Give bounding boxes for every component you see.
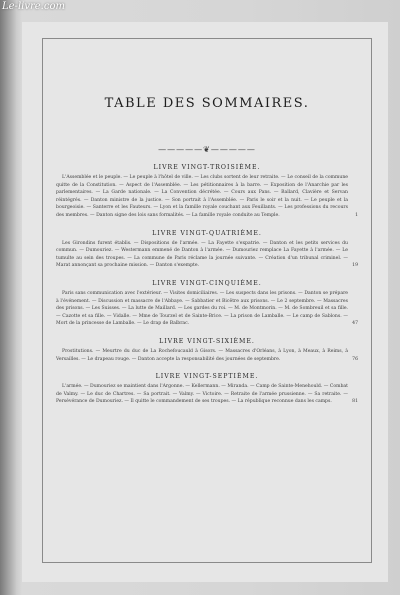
- summary-text: Prostitutions. — Meurtre du duc de La Rochefoucauld à Gisors. — Massacres d'Orléans, à Lyon, à Meaux, à Reims, à Versailles. — Le drapeau rouge. — Danton accepte la responsabilité des journées de septembre.: [56, 348, 348, 362]
- summary-text: L'Assemblée et le peuple. — Le peuple à l'hôtel de ville. — Les clubs sortent de leur retraite. — Le conseil de la commune quitte de la Constitution. — Aspect de l'Assemblée. — Les pétitionnaires à la barre. — Exposition de l'Anarchie par les parlementaires. — La Garde nationale. — La Convention décrétée. — Cours aux Pans. — Ballard, Clavière et Servan réintégrés. — Danton ministre de la justice. — Son portrait à l'Assemblée. — Paris le soir et la nuit. — Le peuple et la bourgeoisie. — Santerre et les Fauteurs. — Lyon et la famille royale couchant aux Feuillants. — Les professions du recours des membres. — Danton signe des lois sans formalités. — La famille royale conduite au Temple.: [56, 175, 348, 218]
- section-23: [56, 164, 358, 220]
- book-binding: [0, 0, 16, 595]
- summary-text: Les Girondins furent établis. — Dispositions de l'armée. — La Fayette s'expatrie. — Danton et les petits services du commun. — Dumouriez. — Westermann emmené de Danton à l'armée. — Dumouriez remplace La Fayette à l'armée. — Le tumulte au sein des troupes. — La commune de Paris réclame la journée suivante. — Création d'un tribunal criminel. — Marat annonçant sa prochaine mission. — Danton s'exempte.: [56, 240, 348, 269]
- section-heading: LIVRE VINGT-CINQUIÈME.: [152, 279, 262, 287]
- document-page: [22, 22, 388, 582]
- section-summary: [56, 348, 358, 363]
- page-number: 81: [352, 399, 358, 405]
- section-25: [56, 280, 358, 328]
- section-summary: [56, 383, 358, 406]
- section-summary: [56, 290, 358, 328]
- section-24: [56, 230, 358, 270]
- page-content: [56, 50, 358, 406]
- page-title: TABLE DES SOMMAIRES.: [104, 96, 310, 111]
- section-27: [56, 373, 358, 406]
- section-summary: [56, 174, 358, 220]
- section-heading: LIVRE VINGT-TROISIÈME.: [153, 164, 261, 171]
- section-heading: LIVRE VINGT-QUATRIÈME.: [152, 229, 262, 237]
- watermark-text: Le-livre.com: [2, 1, 65, 12]
- page-number: 76: [352, 356, 358, 362]
- summary-text: L'armée. — Dumouriez se maintient dans l'Argonne. — Kellermann. — Miranda. — Camp de Sainte-Menehould. — Combat de Valmy. — Le duc de Chartres. — Sa portrait. — Valmy. — Victoire. — Retraite de l'armée prussienne. — Sa retraite. — Persévérance de Dumouriez. — Il quitte le commandement de ses troupes. — La république reconnue dans les camps.: [56, 384, 348, 405]
- page-number: 19: [352, 263, 358, 269]
- section-summary: [56, 240, 358, 270]
- section-heading: LIVRE VINGT-SIXIÈME.: [159, 337, 255, 345]
- ornament-divider: —————❦—————: [158, 145, 256, 154]
- summary-text: Paris sans communication avec l'extérieur. — Visites domiciliaires. — Les suspects dans les prisons. — Danton se prépare à l'événement. — Discussion et massacre de l'Abbaye. — Sabbatier et Bicêtre aux prisons. — Le 2 septembre. — Massacres des prisons. — Les Suisses. — La lutte de Maillard. — Les gardes du roi. — M. de Montmorin. — M. de Sombreuil et sa fille. — Cazotte et sa fille. — Vidalle. — Mme de Tourzel et de Sainte-Brice. — La prison de Lamballe. — Le camp de Sablons. — Mort de la princesse de Lamballe. — Le drap de Balbrac.: [56, 290, 348, 327]
- page-number: 1: [355, 212, 358, 218]
- section-heading: LIVRE VINGT-SEPTIÈME.: [155, 373, 259, 381]
- section-26: [56, 338, 358, 363]
- page-number: 47: [352, 321, 358, 327]
